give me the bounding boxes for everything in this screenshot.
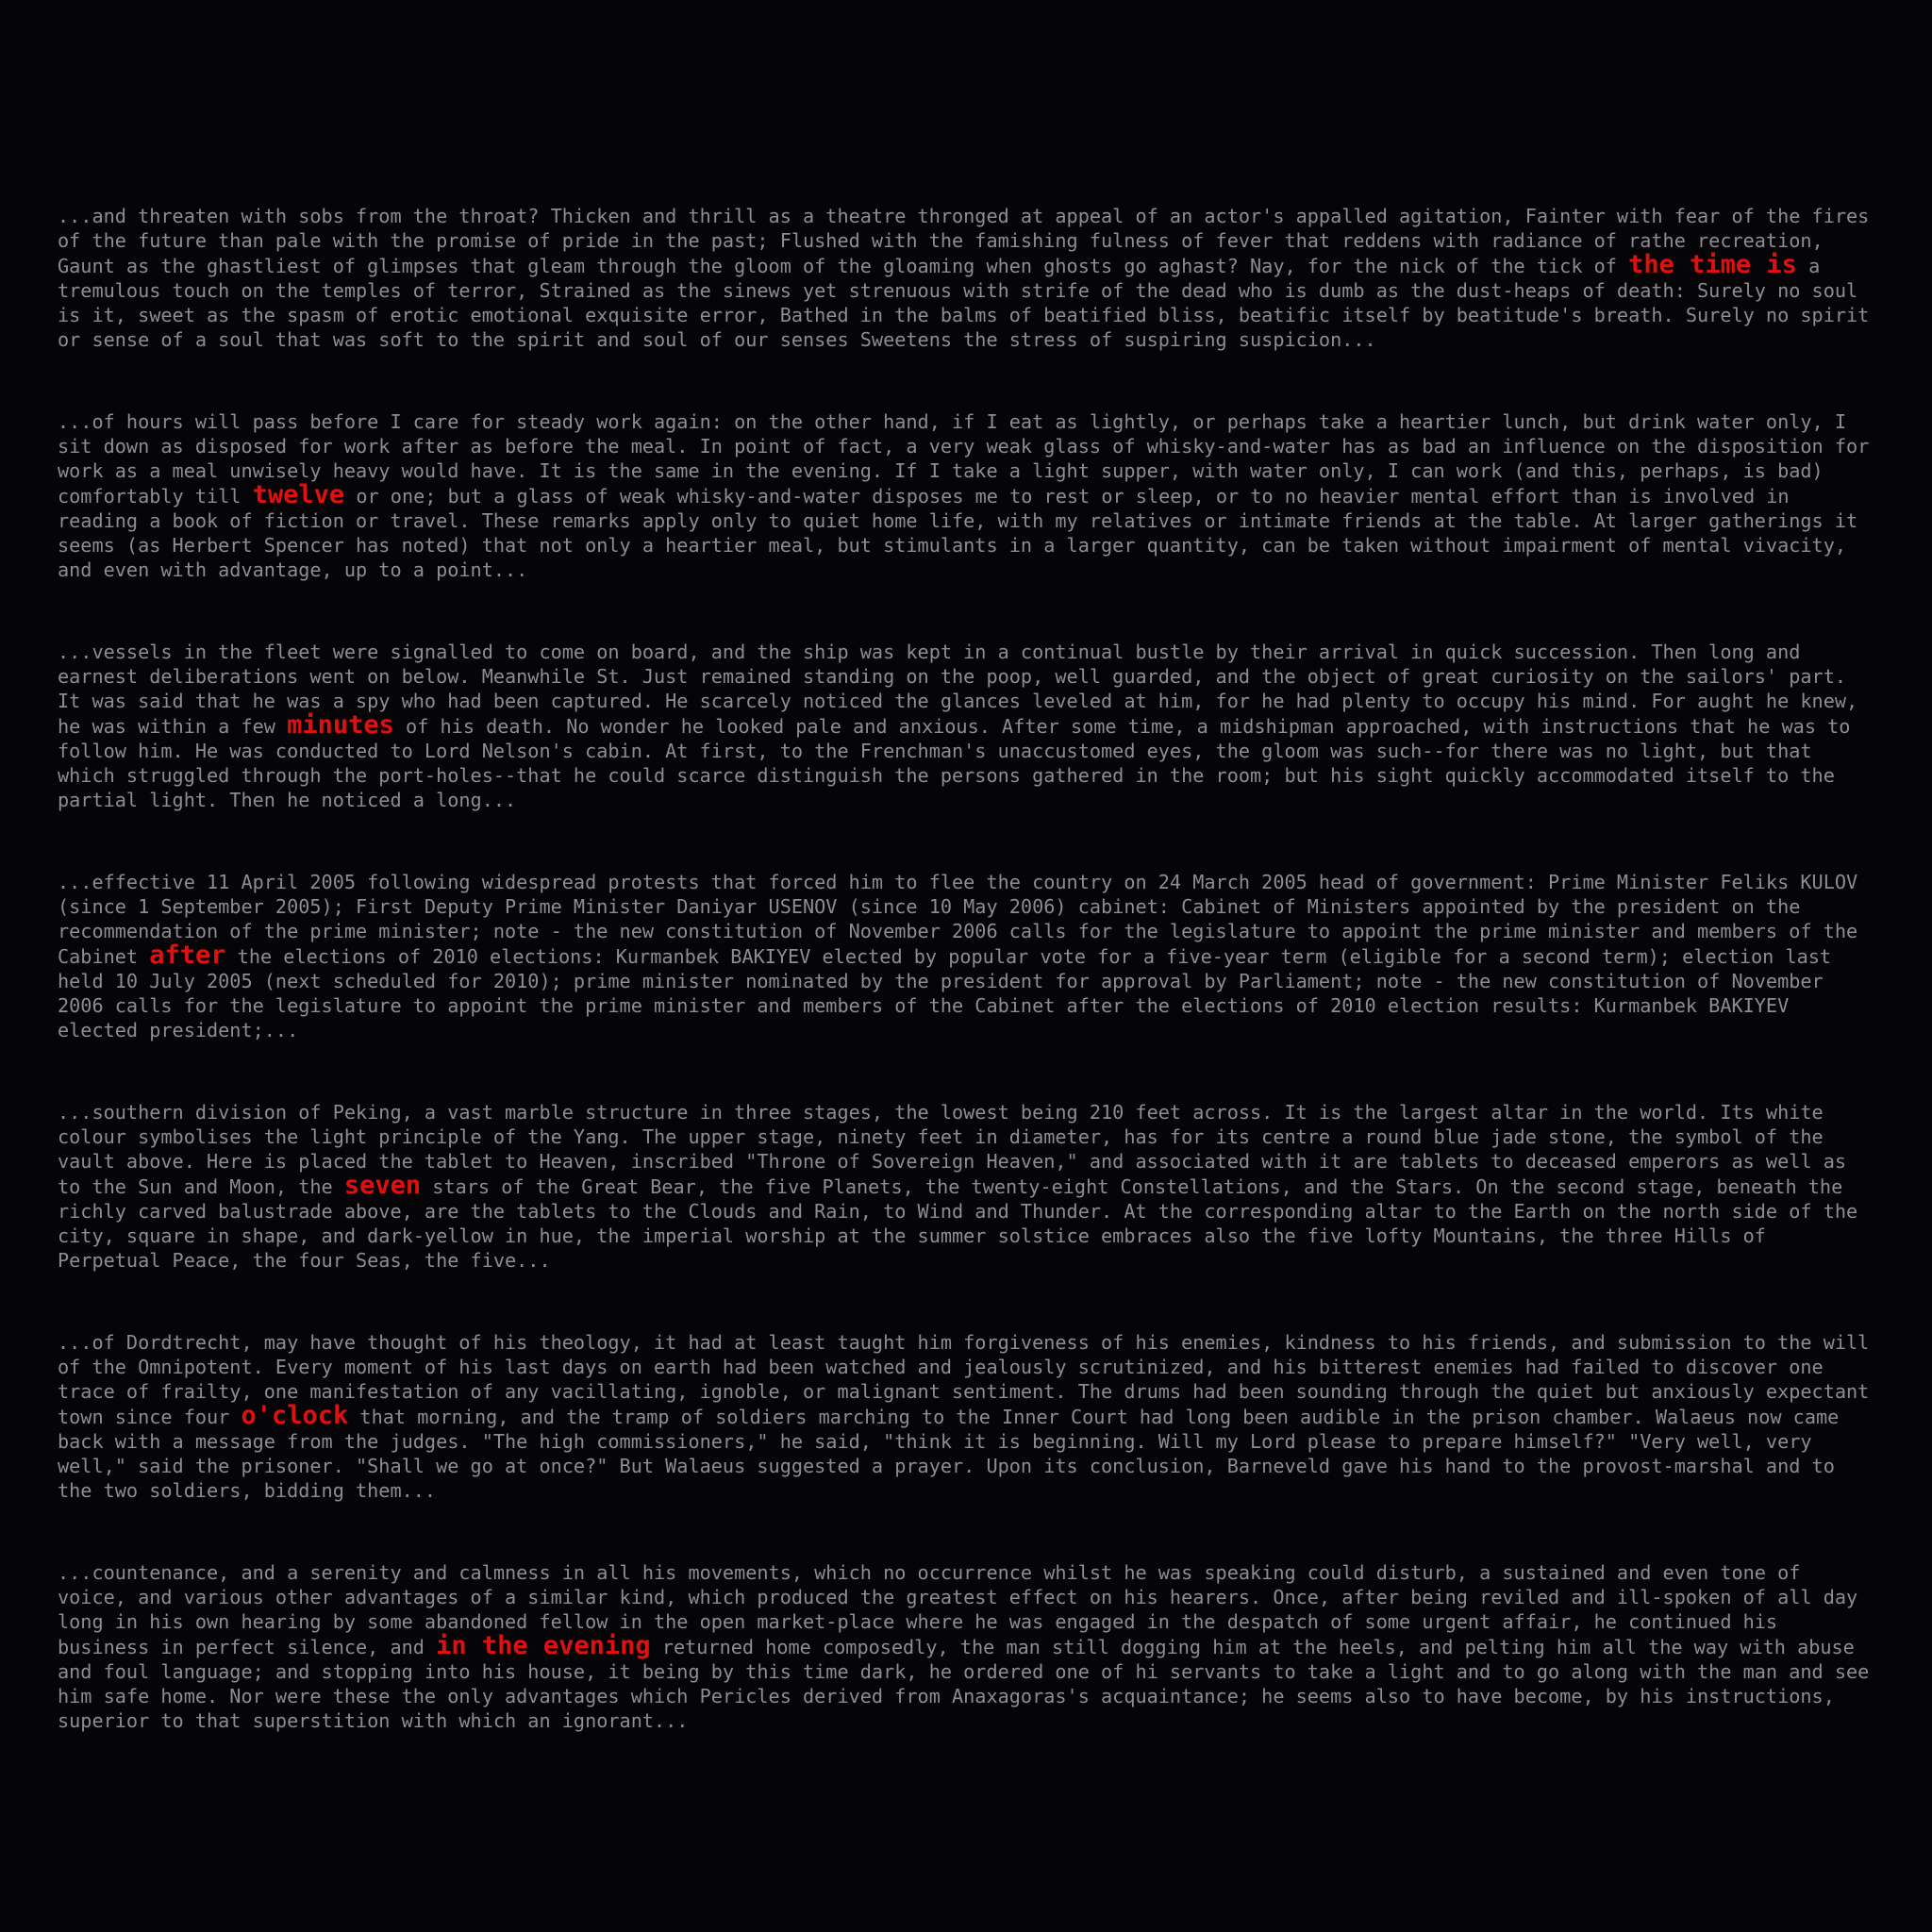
time-phrase-highlight: minutes bbox=[287, 710, 394, 740]
passage-text-before: ...of Dordtrecht, may have thought of his theology, it had at least taught him forgiveness of his enemies, kindness to his friends, and submission to the will of the Omnipotent. Every moment of his last days on earth had been watched and jealously scrutinized, and his bitterest enemies had failed to discover one trace of frailty, one manifestation of any vacillating, ignoble, or malignant sentiment. The drums had been sounding through the quiet but anxiously expectant town since four bbox=[58, 1331, 1870, 1428]
quote-clock-screen bbox=[58, 204, 1878, 1790]
time-phrase-highlight: the time is bbox=[1628, 250, 1797, 279]
quote-passage bbox=[58, 1560, 1878, 1733]
passage-text-before: ...of hours will pass before I care for steady work again: on the other hand, if I eat as lightly, or perhaps take a heartier lunch, but drink water only, I sit down as disposed for work after as before the meal. In point of fact, a very weak glass of whisky-and-water has as bad an influence on the disposition for work as a meal unwisely heavy would have. It is the same in the evening. If I take a light supper, with water only, I can work (and this, perhaps, is bad) comfortably till bbox=[58, 410, 1870, 508]
passage-text-after: returned home composedly, the man still dogging him at the heels, and pelting him all the way with abuse and foul language; and stopping into his house, it being by this time dark, he ordered one of hi servants to take a light and to go along with the man and see him safe home. Nor were these the only advantages which Pericles derived from Anaxagoras's acquaintance; he seems also to have become, by his instructions, superior to that superstition with which an ignorant... bbox=[58, 1636, 1870, 1732]
passage-text-after: stars of the Great Bear, the five Planets, the twenty-eight Constellations, and the Stars. On the second stage, beneath the richly carved balustrade above, are the tablets to the Clouds and Rain, to Wind and Thunder. At the corresponding altar to the Earth on the north side of the city, square in shape, and dark-yellow in hue, the imperial worship at the summer solstice embraces also the five lofty Mountains, the three Hills of Perpetual Peace, the four Seas, the five... bbox=[58, 1175, 1858, 1272]
time-phrase-highlight: in the evening bbox=[436, 1631, 651, 1660]
time-phrase-highlight: seven bbox=[343, 1171, 422, 1200]
quote-passage bbox=[58, 1330, 1878, 1503]
passage-text-after: of his death. No wonder he looked pale and anxious. After some time, a midshipman approached, with instructions that he was to follow him. He was conducted to Lord Nelson's cabin. At first, to the Frenchman's unaccustomed eyes, the gloom was such--for there was no light, but that which struggled through the port-holes--that he could scarce distinguish the persons gathered in the room; but his sight quickly accommodated itself to the partial light. Then he noticed a long... bbox=[58, 715, 1851, 811]
passage-text-before: ...southern division of Peking, a vast marble structure in three stages, the lowest being 210 feet across. It is the largest altar in the world. Its white colour symbolises the light principle of the Yang. The upper stage, ninety feet in diameter, has for its centre a round blue jade stone, the symbol of the vault above. Here is placed the tablet to Heaven, inscribed "Throne of Sovereign Heaven," and associated with it are tablets to deceased emperors as well as to the Sun and Moon, the bbox=[58, 1101, 1847, 1198]
time-phrase-highlight: after bbox=[149, 941, 226, 970]
quote-passage bbox=[58, 204, 1878, 352]
passage-text-after: or one; but a glass of weak whisky-and-water disposes me to rest or sleep, or to no heavier mental effort than is involved in reading a book of fiction or travel. These remarks apply only to quiet home life, with my relatives or intimate friends at the table. At larger gatherings it seems (as Herbert Spencer has noted) that not only a heartier meal, but stimulants in a larger quantity, can be taken without impairment of mental vivacity, and even with advantage, up to a point... bbox=[58, 485, 1858, 581]
quote-passage bbox=[58, 409, 1878, 582]
passage-text-before: ...and threaten with sobs from the throat? Thicken and thrill as a theatre thronged at appeal of an actor's appalled agitation, Fainter with fear of the fires of the future than pale with the promise of pride in the past; Flushed with the famishing fulness of fever that reddens with radiance of rathe recreation, Gaunt as the ghastliest of glimpses that gleam through the gloom of the gloaming when ghosts go aghast? Nay, for the nick of the tick of bbox=[58, 205, 1870, 277]
passage-text-before: ...countenance, and a serenity and calmness in all his movements, which no occurrence whilst he was speaking could disturb, a sustained and even tone of voice, and various other advantages of a similar kind, which produced the greatest effect on his hearers. Once, after being reviled and ill-spoken of all day long in his own hearing by some abandoned fellow in the open market-place where he was engaged in the despatch of some urgent affair, he continued his business in perfect silence, and bbox=[58, 1561, 1858, 1658]
time-phrase-highlight: o'clock bbox=[241, 1401, 349, 1430]
quote-passage bbox=[58, 870, 1878, 1042]
passage-text-before: ...vessels in the fleet were signalled to come on board, and the ship was kept in a continual bustle by their arrival in quick succession. Then long and earnest deliberations went on below. Meanwhile St. Just remained standing on the poop, well guarded, and the object of great curiosity on the sailors' part. It was said that he was a spy who had been captured. He scarcely noticed the glances leveled at him, for he had plenty to occupy his mind. For aught he knew, he was within a few bbox=[58, 641, 1858, 738]
passage-text-after: a tremulous touch on the temples of terror, Strained as the sinews yet strenuous with strife of the dead who is dumb as the dust-heaps of death: Surely no soul is it, sweet as the spasm of erotic emotional exquisite error, Bathed in the balms of beatified bliss, beatific itself by beatitude's breath. Surely no spirit or sense of a soul that was soft to the spirit and soul of our senses Sweetens the stress of suspiring suspicion... bbox=[58, 255, 1870, 351]
quote-passage bbox=[58, 1100, 1878, 1273]
passage-text-after: that morning, and the tramp of soldiers marching to the Inner Court had long been audible in the prison chamber. Walaeus now came back with a message from the judges. "The high commissioners," he said, "think it is beginning. Will my Lord please to prepare himself?" "Very well, very well," said the prisoner. "Shall we go at once?" But Walaeus suggested a prayer. Upon its conclusion, Barneveld gave his hand to the provost-marshal and to the two soldiers, bidding them... bbox=[58, 1406, 1840, 1502]
time-phrase-highlight: twelve bbox=[252, 480, 345, 509]
quote-passage bbox=[58, 640, 1878, 812]
passage-text-after: the elections of 2010 elections: Kurmanbek BAKIYEV elected by popular vote for a five-year term (eligible for a second term); election last held 10 July 2005 (next scheduled for 2010); prime minister nominated by the president for approval by Parliament; note - the new constitution of November 2006 calls for the legislature to appoint the prime minister and members of the Cabinet after the elections of 2010 election results: Kurmanbek BAKIYEV elected president;... bbox=[58, 945, 1832, 1041]
passage-text-before: ...effective 11 April 2005 following widespread protests that forced him to flee the country on 24 March 2005 head of government: Prime Minister Feliks KULOV (since 1 September 2005); First Deputy Prime Minister Daniyar USENOV (since 10 May 2006) cabinet: Cabinet of Ministers appointed by the president on the recommendation of the prime minister; note - the new constitution of November 2006 calls for the legislature to appoint the prime minister and members of the Cabinet bbox=[58, 871, 1858, 968]
